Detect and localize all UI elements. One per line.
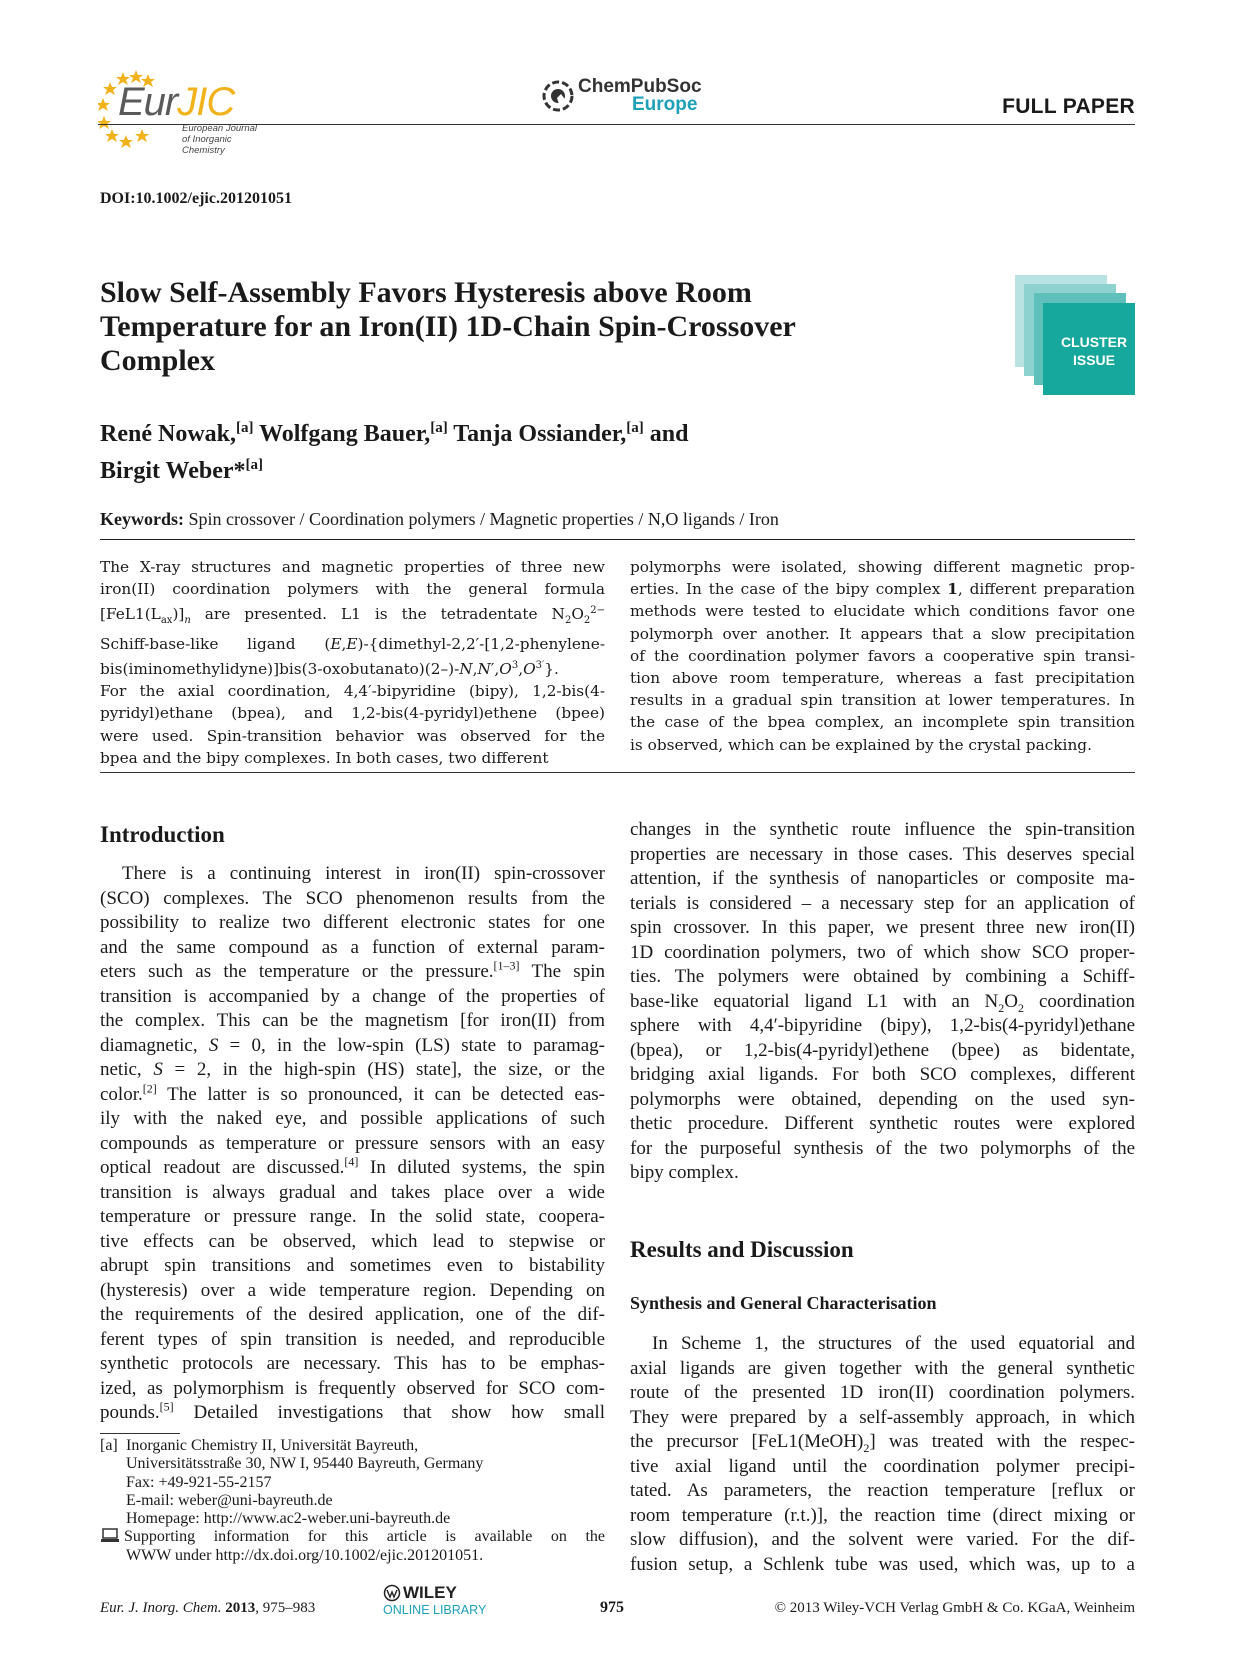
- society-logo: [540, 76, 720, 120]
- wiley-emblem-icon: [383, 1584, 401, 1602]
- doi: DOI:10.1002/ejic.201201051: [100, 190, 292, 207]
- chempubsoc-emblem-icon: [540, 76, 580, 116]
- article-title: Slow Self-Assembly Favors Hysteresis above Room Temperature for an Iron(II) 1D-Chain Spin-Crossover Complex: [100, 276, 796, 377]
- society-name: ChemPubSoc: [578, 76, 702, 97]
- society-region: Europe: [632, 94, 698, 115]
- journal-logo: [98, 68, 273, 156]
- results-heading: Results and Discussion: [630, 1237, 854, 1262]
- keywords: Keywords: Spin crossover / Coordination polymers / Magnetic properties / N,O ligands / Iron: [100, 509, 779, 529]
- abstract-rule: [100, 772, 1135, 773]
- page-number: 975: [600, 1599, 624, 1616]
- introduction-continued: changes in the synthetic route influence the spin-transition properties are necessary in those cases. This deserves special attention, if the synthesis of nanoparticles or composite ma- terials is considered – a necessary step for an application of spin crossover. In this paper, we present three new iron(II) 1D coordination polymers, two of which show SCO proper- ties. The polymers were obtained by combining a Schiff- base-like equatorial ligand L1 with an $N_2O_2$ coordination sphere with 4,4′-bipyridine (bipy), 1,2-bis(4-pyridyl)ethane (bpea), or 1,2-bis(4-pyridyl)ethene (bpee) as bidentate, bridging axial ligands. For both SCO complexes, different polymorphs were obtained, depending on the used syn- thetic procedure. Different synthetic routes were explored for the purposeful synthesis of the two polymorphs of the bipy complex.: [630, 819, 1135, 1183]
- badge-label: CLUSTER ISSUE: [1060, 334, 1128, 368]
- abstract-right: polymorphs were isolated, showing different magnetic prop- erties. In the case of the bipy complex 1, different preparation methods were tested to elucidate which conditions favor one polymorph over another. It appears that a slow precipitation of the coordination polymer favors a cooperative spin transi- tion above room temperature, whereas a fast precipitation results in a gradual spin transition at lower temperatures. In the case of the bpea complex, an incomplete spin transition is observed, which can be explained by the crystal packing.: [630, 558, 1135, 754]
- journal-citation: Eur. J. Inorg. Chem. 2013, 975–983: [100, 1600, 316, 1616]
- introduction-text: There is a continuing interest in iron(II) spin-crossover (SCO) complexes. The SCO phenomenon results from the possibility to realize two different electronic states for one and the same compound as a function of external param- eters such as the temperature or the pressure.[1–3] The spin transition is accompanied by a change of the properties of the complex. This can be the magnetism [for iron(II) from diamagnetic, S = 0, in the low-spin (LS) state to paramag- netic, S = 2, in the high-spin (HS) state], the size, or the color.[2] The latter is so pronounced, it can be detected eas- ily with the naked eye, and possible applications of such compounds as temperature or pressure sensors with an easy optical readout are discussed.[4] In diluted systems, the spin transition is always gradual and takes place over a wide temperature or pressure range. In the solid state, coopera- tive effects can be observed, which lead to stepwise or abrupt spin transitions and sometimes even to bistability (hysteresis) over a wide temperature region. Depending on the requirements of the desired application, one of the dif- ferent types of spin transition is needed, and reproducible synthetic protocols are necessary. This has to be emphas- ized, as polymorphism is frequently observed for SCO com- pounds.[5] Detailed investigations that show how small: [100, 863, 605, 1423]
- header-rule: [98, 124, 1135, 125]
- author-list: René Nowak,[a] Wolfgang Bauer,[a] Tanja Ossiander,[a] and Birgit Weber*[a]: [100, 420, 689, 484]
- wiley-subtitle: ONLINE LIBRARY: [383, 1603, 487, 1617]
- cluster-issue-badge: [1015, 275, 1135, 395]
- footnote-rule: [100, 1433, 180, 1434]
- wiley-logo: [383, 1583, 493, 1623]
- synthesis-heading: Synthesis and General Characterisation: [630, 1293, 937, 1313]
- journal-logo-subtitle: European Journal of Inorganic Chemistry: [182, 123, 257, 156]
- wiley-name: WILEY: [403, 1583, 457, 1602]
- affiliation-footnote: [a] Inorganic Chemistry II, Universität Bayreuth, Universitätsstraße 30, NW I, 95440 Bayreuth, Germany Fax: +49-921-55-2157 E-mail: weber@uni-bayreuth.de Homepage: http://www.ac2-weber.uni-bayreuth.de Supporting information for this article is available on the WWW under http://dx.doi.org/10.1002/ejic.201201051.: [100, 1437, 605, 1564]
- synthesis-text: In Scheme 1, the structures of the used equatorial and axial ligands are given together with the general synthetic route of the presented 1D iron(II) coordination polymers. They were prepared by a self-assembly approach, in which the precursor $[FeL1(MeOH)_2]$ was treated with the respec- tive axial ligand until the coordination polymer precipi- tated. As parameters, the reaction temperature [reflux or room temperature (r.t.)], the reaction time (direct mixing or slow diffusion), and the solvent were varied. For the dif- fusion setup, a Schlenk tube was used, which was, up to a: [630, 1333, 1135, 1575]
- introduction-heading: Introduction: [100, 822, 225, 847]
- computer-icon: [100, 1528, 120, 1543]
- keywords-rule: [100, 539, 1135, 540]
- abstract-left: The X-ray structures and magnetic properties of three new iron(II) coordination polymers with the general formula $[FeL1(L_{ax})]_n$ are presented. L1 is the tetradentate $N_2O_2^{2-}$ Schiff-base-like ligand (E,E)-{dimethyl-2,2′-[1,2-phenylene- $bis(iminomethylidyne)]bis(3-oxobutanato)(2-)-N,N',O^3,O^{3'}$}. For the axial coordination, 4,4′-bipyridine (bipy), 1,2-bis(4- pyridyl)ethane (bpea), and 1,2-bis(4-pyridyl)ethene (bpee) were used. Spin-transition behavior was observed for the bpea and the bipy complexes. In both cases, two different: [100, 558, 605, 767]
- article-type: FULL PAPER: [1002, 95, 1135, 118]
- copyright: © 2013 Wiley-VCH Verlag GmbH & Co. KGaA, Weinheim: [774, 1600, 1135, 1616]
- journal-logo-word: EurJIC: [118, 80, 235, 124]
